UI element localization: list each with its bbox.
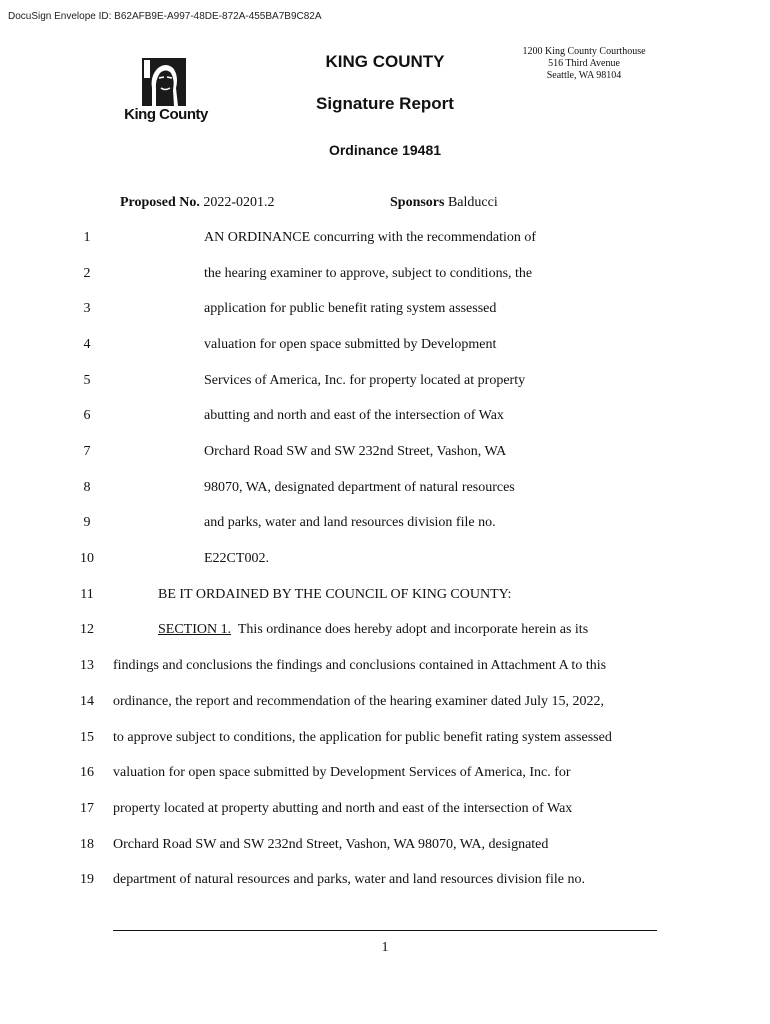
- mlk-portrait-icon: [142, 58, 186, 106]
- line-number: 18: [80, 837, 94, 852]
- line-number: 8: [83, 480, 91, 495]
- docusign-envelope-id: DocuSign Envelope ID: B62AFB9E-A997-48DE-872A-455BA7B9C82A: [8, 11, 322, 22]
- address-line: Seattle, WA 98104: [546, 70, 622, 81]
- ordinance-line: Orchard Road SW and SW 232nd Street, Vashon, WA 98070, WA, designated: [113, 837, 549, 852]
- ordinance-line: valuation for open space submitted by Development Services of America, Inc. for: [113, 765, 571, 780]
- ordinance-line: valuation for open space submitted by Development: [204, 337, 497, 352]
- ordinance-line: Services of America, Inc. for property located at property: [204, 373, 526, 388]
- ordinance-line: the hearing examiner to approve, subject to conditions, the: [204, 266, 533, 281]
- ordinance-line: AN ORDINANCE concurring with the recommendation of: [204, 230, 537, 245]
- page-number: 1: [381, 940, 389, 955]
- footer-rule: [113, 930, 657, 931]
- sponsors-label: Sponsors: [390, 195, 445, 210]
- ordinance-line: 98070, WA, designated department of natural resources: [204, 480, 515, 495]
- proposed-value: 2022-0201.2: [203, 195, 275, 210]
- report-title: Signature Report: [316, 94, 454, 113]
- line-number: 10: [80, 551, 94, 566]
- line-number: 12: [80, 622, 94, 637]
- logo-text: King County: [124, 106, 208, 123]
- ordinance-line: to approve subject to conditions, the application for public benefit rating system assessed: [113, 730, 612, 745]
- proposed-label: Proposed No.: [120, 195, 200, 210]
- proposed-number: [120, 195, 275, 211]
- ordinance-number: Ordinance 19481: [328, 142, 442, 158]
- address-line: 516 Third Avenue: [548, 58, 620, 69]
- enacting-clause: BE IT ORDAINED BY THE COUNCIL OF KING COUNTY:: [158, 587, 512, 602]
- county-title: KING COUNTY: [325, 52, 445, 71]
- line-number: 19: [80, 872, 94, 887]
- ordinance-line: [158, 622, 588, 638]
- line-number: 11: [80, 587, 94, 602]
- ordinance-line: findings and conclusions the findings and conclusions contained in Attachment A to this: [113, 658, 607, 673]
- line-number: 1: [83, 230, 91, 245]
- line-number: 16: [80, 765, 94, 780]
- king-county-logo: [118, 58, 214, 128]
- sponsors: [390, 195, 498, 211]
- line-number: 4: [83, 337, 91, 352]
- section-text: This ordinance does hereby adopt and incorporate herein as its: [237, 622, 589, 637]
- line-number: 9: [83, 515, 91, 530]
- courthouse-address: [512, 46, 656, 82]
- ordinance-line: application for public benefit rating system assessed: [204, 301, 497, 316]
- line-number: 3: [83, 301, 91, 316]
- ordinance-line: property located at property abutting and north and east of the intersection of Wax: [113, 801, 573, 816]
- line-number: 17: [80, 801, 94, 816]
- sponsors-value: Balducci: [447, 195, 498, 210]
- ordinance-line: abutting and north and east of the intersection of Wax: [204, 408, 504, 423]
- line-number: 2: [83, 266, 91, 281]
- ordinance-line: and parks, water and land resources division file no.: [204, 515, 496, 530]
- ordinance-line: E22CT002.: [204, 551, 269, 566]
- line-number: 14: [80, 694, 94, 709]
- address-line: 1200 King County Courthouse: [522, 46, 646, 57]
- line-number: 5: [83, 373, 91, 388]
- ordinance-line: Orchard Road SW and SW 232nd Street, Vashon, WA: [204, 444, 507, 459]
- line-number: 7: [83, 444, 91, 459]
- ordinance-line: ordinance, the report and recommendation of the hearing examiner dated July 15, 2022,: [113, 694, 604, 709]
- line-number: 13: [80, 658, 94, 673]
- ordinance-line: department of natural resources and parks, water and land resources division file no.: [113, 872, 585, 887]
- line-number: 6: [83, 408, 91, 423]
- line-number: 15: [80, 730, 94, 745]
- section-heading: SECTION 1.: [158, 622, 232, 637]
